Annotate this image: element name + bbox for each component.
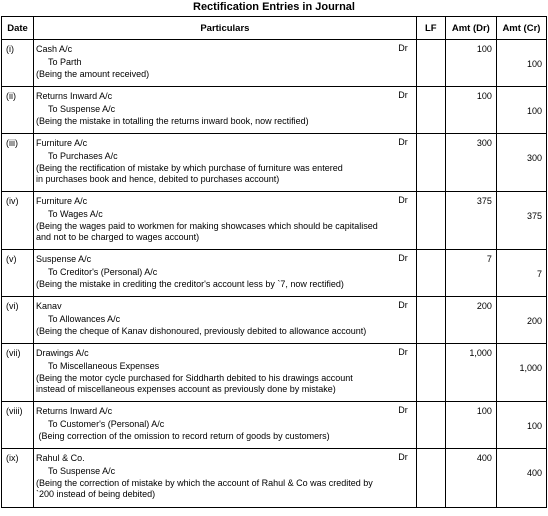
narration-line: (Being the mistake in totalling the returns inward book, now rectified) xyxy=(36,116,309,126)
amount-credit: 400 xyxy=(496,449,546,508)
entry-lf xyxy=(416,449,445,508)
header-date: Date xyxy=(2,17,34,40)
debit-account: Furniture A/c xyxy=(36,196,88,206)
entry-date: (iii) xyxy=(2,134,34,192)
entry-particulars xyxy=(34,192,417,250)
credit-account: To Miscellaneous Expenses xyxy=(48,360,160,371)
narration-line: in purchases book and hence, debited to purchases account) xyxy=(36,173,280,184)
narration-line: (Being the mistake in crediting the creditor's account less by `7, now rectified) xyxy=(36,279,344,289)
narration xyxy=(36,221,414,242)
amount-credit: 100 xyxy=(496,87,546,134)
header-amt-dr: Amt (Dr) xyxy=(445,17,496,40)
credit-account: To Allowances A/c xyxy=(48,313,121,324)
journal-row xyxy=(2,344,547,402)
header-amt-cr: Amt (Cr) xyxy=(496,17,546,40)
entry-date: (ii) xyxy=(2,87,34,134)
credit-account: To Customer's (Personal) A/c xyxy=(48,418,165,429)
amount-credit: 200 xyxy=(496,297,546,344)
entry-particulars xyxy=(34,402,417,449)
journal-row xyxy=(2,40,547,87)
journal-row xyxy=(2,250,547,297)
narration xyxy=(36,69,414,80)
entry-particulars xyxy=(34,134,417,192)
narration-line: (Being the rectification of mistake by which purchase of furniture was entered xyxy=(36,163,343,173)
entry-particulars xyxy=(34,87,417,134)
debit-account: Rahul & Co. xyxy=(36,453,85,463)
entry-lf xyxy=(416,297,445,344)
entry-date: (v) xyxy=(2,250,34,297)
amount-credit: 100 xyxy=(496,40,546,87)
narration-line: (Being correction of the omission to record return of goods by customers) xyxy=(36,431,330,441)
page-title: Rectification Entries in Journal xyxy=(193,1,355,13)
dr-label: Dr xyxy=(398,195,408,205)
entry-date: (i) xyxy=(2,40,34,87)
credit-account: To Creditor's (Personal) A/c xyxy=(48,266,158,277)
narration-line: (Being the motor cycle purchased for Siddharth debited to his drawings account xyxy=(36,373,353,383)
entry-lf xyxy=(416,344,445,402)
dr-label: Dr xyxy=(398,253,408,263)
journal-row xyxy=(2,192,547,250)
entry-particulars xyxy=(34,40,417,87)
amount-credit: 300 xyxy=(496,134,546,192)
amount-debit: 1,000 xyxy=(445,344,496,402)
amount-credit: 100 xyxy=(496,402,546,449)
amount-debit: 400 xyxy=(445,449,496,508)
narration xyxy=(36,116,414,127)
header-particulars: Particulars xyxy=(34,17,417,40)
entry-date: (viii) xyxy=(2,402,34,449)
debit-account: Kanav xyxy=(36,301,62,311)
entry-lf xyxy=(416,87,445,134)
header-lf: LF xyxy=(416,17,445,40)
narration-line: (Being the amount received) xyxy=(36,69,150,79)
narration xyxy=(36,373,414,394)
narration xyxy=(36,478,414,499)
narration xyxy=(36,326,414,337)
journal-row xyxy=(2,87,547,134)
dr-label: Dr xyxy=(398,452,408,462)
credit-account: To Wages A/c xyxy=(48,208,103,219)
amount-debit: 100 xyxy=(445,402,496,449)
narration xyxy=(36,279,414,290)
entry-lf xyxy=(416,40,445,87)
debit-account: Drawings A/c xyxy=(36,348,89,358)
dr-label: Dr xyxy=(398,137,408,147)
amount-debit: 100 xyxy=(445,87,496,134)
journal-row xyxy=(2,402,547,449)
entry-date: (vii) xyxy=(2,344,34,402)
amount-debit: 375 xyxy=(445,192,496,250)
credit-account: To Suspense A/c xyxy=(48,465,116,476)
journal-table xyxy=(1,16,547,508)
amount-debit: 300 xyxy=(445,134,496,192)
header-row xyxy=(2,17,547,40)
debit-account: Furniture A/c xyxy=(36,138,88,148)
entry-date: (vi) xyxy=(2,297,34,344)
entry-date: (ix) xyxy=(2,449,34,508)
entry-particulars xyxy=(34,344,417,402)
credit-account: To Parth xyxy=(48,56,82,67)
entry-lf xyxy=(416,250,445,297)
amount-debit: 100 xyxy=(445,40,496,87)
credit-account: To Suspense A/c xyxy=(48,103,116,114)
entry-particulars xyxy=(34,250,417,297)
debit-account: Suspense A/c xyxy=(36,254,92,264)
amount-debit: 200 xyxy=(445,297,496,344)
narration xyxy=(36,163,414,184)
debit-account: Returns Inward A/c xyxy=(36,406,113,416)
journal-row xyxy=(2,134,547,192)
narration-line: and not to be charged to wages account) xyxy=(36,231,200,242)
entry-lf xyxy=(416,192,445,250)
entry-lf xyxy=(416,134,445,192)
entry-lf xyxy=(416,402,445,449)
entry-particulars xyxy=(34,449,417,508)
dr-label: Dr xyxy=(398,347,408,357)
journal-row xyxy=(2,297,547,344)
dr-label: Dr xyxy=(398,300,408,310)
amount-credit: 7 xyxy=(496,250,546,297)
dr-label: Dr xyxy=(398,43,408,53)
entry-particulars xyxy=(34,297,417,344)
entry-date: (iv) xyxy=(2,192,34,250)
dr-label: Dr xyxy=(398,90,408,100)
debit-account: Returns Inward A/c xyxy=(36,91,113,101)
narration-line: (Being the cheque of Kanav dishonoured, previously debited to allowance account) xyxy=(36,326,367,336)
narration xyxy=(36,431,414,442)
amount-credit: 375 xyxy=(496,192,546,250)
credit-account: To Purchases A/c xyxy=(48,150,118,161)
amount-credit: 1,000 xyxy=(496,344,546,402)
narration-line: instead of miscellaneous expenses account as previously done by mistake) xyxy=(36,383,336,394)
debit-account: Cash A/c xyxy=(36,44,73,54)
amount-debit: 7 xyxy=(445,250,496,297)
dr-label: Dr xyxy=(398,405,408,415)
narration-line: (Being the correction of mistake by which the account of Rahul & Co was credited by xyxy=(36,478,373,488)
narration-line: (Being the wages paid to workmen for making showcases which should be capitalised xyxy=(36,221,378,231)
narration-line: `200 instead of being debited) xyxy=(36,488,156,499)
journal-row xyxy=(2,449,547,508)
